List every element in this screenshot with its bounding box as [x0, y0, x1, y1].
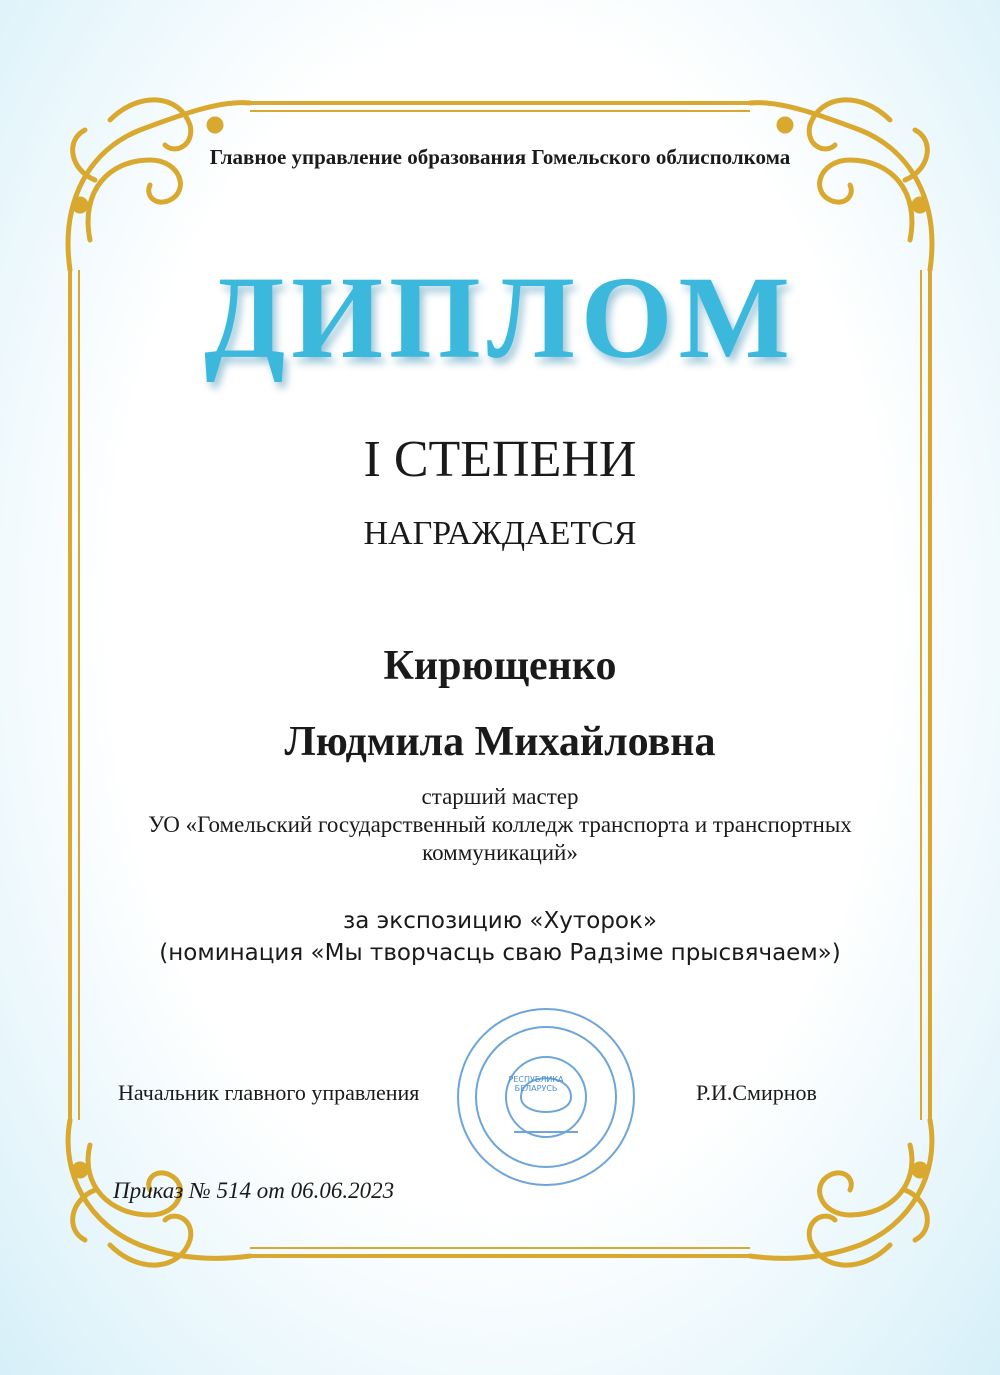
awarded-label: НАГРАЖДАЕТСЯ: [363, 515, 637, 552]
signatory-name: Р.И.Смирнов: [696, 1080, 817, 1105]
corner-ornament-top-left: [68, 100, 250, 270]
issuing-organization: Главное управление образования Гомельского облисполкома: [209, 145, 791, 169]
award-reason: за экспозицию «Хуторок»: [343, 908, 657, 934]
official-stamp: [446, 1002, 646, 1192]
signatory-title: Начальник главного управления: [118, 1080, 420, 1105]
corner-ornament-top-right: [750, 100, 932, 270]
order-reference: Приказ № 514 от 06.06.2023: [113, 1178, 395, 1203]
recipient-name: Людмила Михайловна: [284, 719, 716, 765]
diploma-title: ДИПЛОМ: [204, 252, 796, 383]
diploma-degree: I СТЕПЕНИ: [363, 431, 637, 488]
stamp-center-text: РЕСПУБЛИКА БЕЛАРУСЬ: [508, 1075, 564, 1093]
recipient-position: старший мастер: [421, 784, 579, 809]
corner-ornament-bottom-right: [750, 1120, 932, 1265]
recipient-organization-line1: УО «Гомельский государственный колледж транспорта и транспортных: [148, 812, 852, 837]
recipient-organization-line2: коммуникаций»: [422, 840, 578, 865]
recipient-surname: Кирющенко: [383, 643, 617, 689]
award-nomination: (номинация «Мы творчасць сваю Радзіме прысвячаем»): [159, 940, 841, 966]
